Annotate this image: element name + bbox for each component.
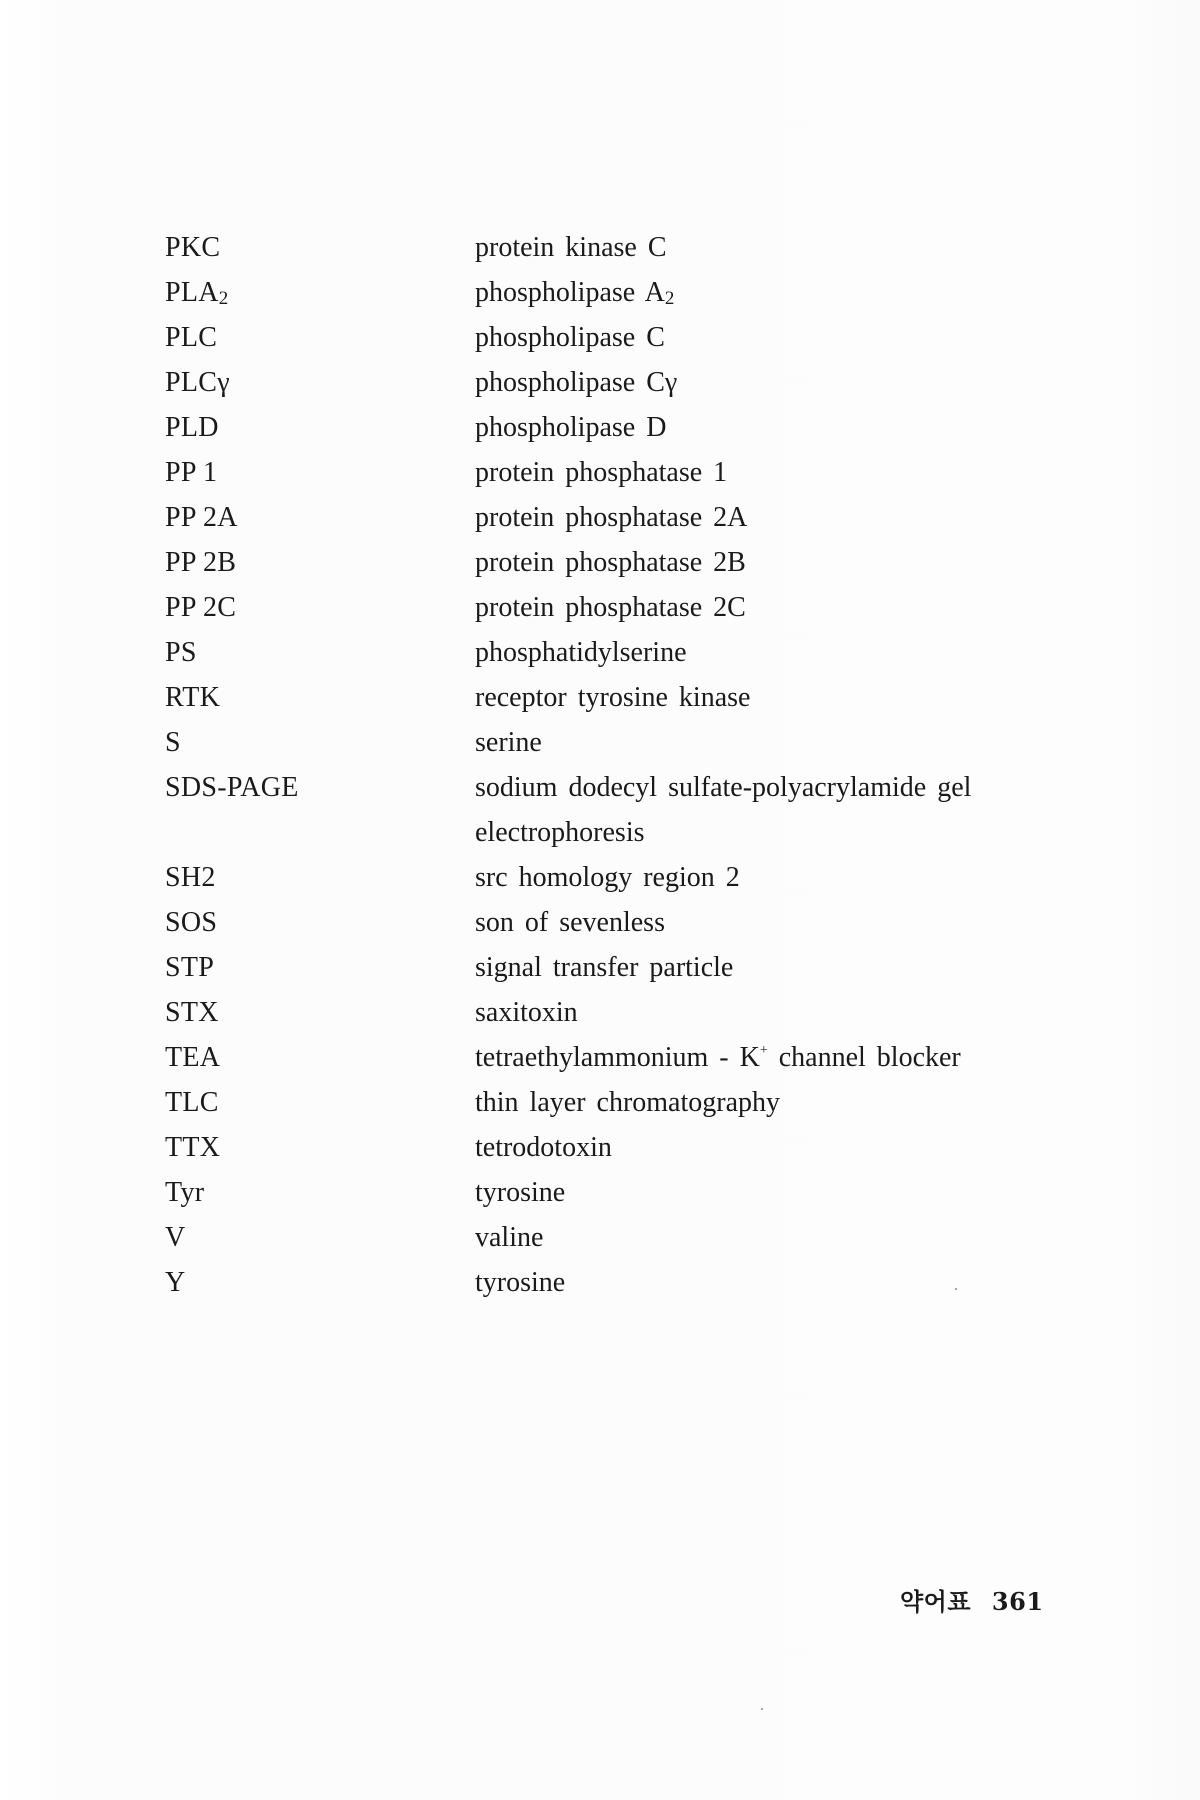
abbreviation-definition bbox=[475, 765, 1065, 855]
abbreviation-definition bbox=[475, 630, 1065, 675]
abbreviation-row bbox=[165, 720, 1065, 765]
abbreviation-term bbox=[165, 315, 475, 360]
abbreviation-row bbox=[165, 1170, 1065, 1215]
abbreviation-text: TEA bbox=[165, 1042, 221, 1073]
abbreviation-term bbox=[165, 1125, 475, 1170]
definition-text: electrophoresis bbox=[475, 817, 645, 848]
definition-text: signal transfer particle bbox=[475, 952, 734, 983]
definition-line bbox=[475, 315, 1065, 360]
abbreviation-term bbox=[165, 675, 475, 720]
abbreviation-definition bbox=[475, 900, 1065, 945]
definition-text: tyrosine bbox=[475, 1267, 566, 1298]
abbreviation-text: TTX bbox=[165, 1132, 221, 1163]
abbreviation-text: SDS-PAGE bbox=[165, 772, 299, 803]
scan-speck bbox=[955, 1288, 957, 1290]
definition-line bbox=[475, 450, 1065, 495]
scan-speck bbox=[761, 1708, 763, 1710]
definition-line bbox=[475, 225, 1065, 270]
definition-line bbox=[475, 990, 1065, 1035]
definition-line bbox=[475, 855, 1065, 900]
abbreviation-term bbox=[165, 360, 475, 405]
abbreviation-text: PP 2A bbox=[165, 502, 238, 533]
abbreviation-definition bbox=[475, 495, 1065, 540]
abbreviation-row bbox=[165, 225, 1065, 270]
abbreviation-term bbox=[165, 855, 475, 900]
footer-section-title: 약어표 bbox=[900, 1587, 972, 1616]
abbreviation-term bbox=[165, 405, 475, 450]
abbreviation-row bbox=[165, 900, 1065, 945]
abbreviation-row bbox=[165, 405, 1065, 450]
abbreviation-row bbox=[165, 315, 1065, 360]
abbreviation-term bbox=[165, 945, 475, 990]
abbreviation-term bbox=[165, 1080, 475, 1125]
definition-text: phosphatidylserine bbox=[475, 637, 687, 668]
abbreviation-definition bbox=[475, 270, 1065, 315]
abbreviation-definition bbox=[475, 990, 1065, 1035]
definition-line bbox=[475, 765, 1065, 810]
abbreviation-term bbox=[165, 585, 475, 630]
abbreviation-row bbox=[165, 945, 1065, 990]
page-number: 361 bbox=[991, 1587, 1044, 1616]
definition-text: serine bbox=[475, 727, 542, 758]
definition-text: thin layer chromatography bbox=[475, 1087, 781, 1118]
abbreviation-definition bbox=[475, 225, 1065, 270]
definition-text: phospholipase D bbox=[475, 412, 667, 443]
abbreviation-text: PKC bbox=[165, 232, 221, 263]
abbreviation-text: V bbox=[165, 1222, 186, 1253]
abbreviation-list bbox=[165, 225, 1065, 1305]
abbreviation-text: S bbox=[165, 727, 181, 758]
abbreviation-definition bbox=[475, 720, 1065, 765]
definition-line bbox=[475, 1035, 1065, 1080]
abbreviation-row bbox=[165, 270, 1065, 315]
abbreviation-definition bbox=[475, 1125, 1065, 1170]
abbreviation-text: Tyr bbox=[165, 1177, 205, 1208]
abbreviation-definition bbox=[475, 405, 1065, 450]
definition-text: protein kinase C bbox=[475, 232, 667, 263]
abbreviation-term bbox=[165, 225, 475, 270]
abbreviation-term bbox=[165, 765, 475, 810]
abbreviation-definition bbox=[475, 1170, 1065, 1215]
abbreviation-term bbox=[165, 270, 475, 315]
abbreviation-text: PLCγ bbox=[165, 367, 230, 398]
definition-text: phospholipase Cγ bbox=[475, 367, 678, 398]
definition-line bbox=[475, 1170, 1065, 1215]
abbreviation-definition bbox=[475, 540, 1065, 585]
abbreviation-row bbox=[165, 585, 1065, 630]
abbreviation-definition bbox=[475, 585, 1065, 630]
definition-text: tetrodotoxin bbox=[475, 1132, 612, 1163]
abbreviation-term bbox=[165, 990, 475, 1035]
abbreviation-row bbox=[165, 1125, 1065, 1170]
definition-text: saxitoxin bbox=[475, 997, 578, 1028]
abbreviation-term bbox=[165, 450, 475, 495]
definition-line bbox=[475, 675, 1065, 720]
definition-line bbox=[475, 585, 1065, 630]
definition-line bbox=[475, 405, 1065, 450]
abbreviation-row bbox=[165, 1035, 1065, 1080]
definition-line bbox=[475, 900, 1065, 945]
definition-line bbox=[475, 630, 1065, 675]
definition-line bbox=[475, 1260, 1065, 1305]
abbreviation-text: PLC bbox=[165, 322, 218, 353]
definition-text: receptor tyrosine kinase bbox=[475, 682, 751, 713]
abbreviation-row bbox=[165, 1215, 1065, 1260]
abbreviation-text: SOS bbox=[165, 907, 218, 938]
abbreviation-term bbox=[165, 1215, 475, 1260]
definition-text: protein phosphatase 1 bbox=[475, 457, 728, 488]
abbreviation-row bbox=[165, 765, 1065, 855]
definition-text: phospholipase A bbox=[475, 277, 665, 308]
abbreviation-text: PP 1 bbox=[165, 457, 218, 488]
abbreviation-definition bbox=[475, 945, 1065, 990]
definition-line bbox=[475, 720, 1065, 765]
definition-line bbox=[475, 945, 1065, 990]
definition-text: protein phosphatase 2C bbox=[475, 592, 746, 623]
definition-line bbox=[475, 270, 1065, 315]
definition-text: tetraethylammonium - K bbox=[475, 1042, 760, 1073]
abbreviation-text: Y bbox=[165, 1267, 186, 1298]
abbreviation-text: SH2 bbox=[165, 862, 216, 893]
definition-text: phospholipase C bbox=[475, 322, 665, 353]
abbreviation-definition bbox=[475, 315, 1065, 360]
definition-continuation: channel blocker bbox=[767, 1042, 961, 1073]
abbreviation-text: TLC bbox=[165, 1087, 219, 1118]
abbreviation-row bbox=[165, 1080, 1065, 1125]
definition-line bbox=[475, 360, 1065, 405]
abbreviation-term bbox=[165, 1260, 475, 1305]
definition-line bbox=[475, 495, 1065, 540]
abbreviation-text: PP 2B bbox=[165, 547, 237, 578]
abbreviation-term bbox=[165, 900, 475, 945]
abbreviation-definition bbox=[475, 1260, 1065, 1305]
abbreviation-row bbox=[165, 675, 1065, 720]
abbreviation-text: STP bbox=[165, 952, 215, 983]
definition-text: tyrosine bbox=[475, 1177, 566, 1208]
definition-line bbox=[475, 1215, 1065, 1260]
definition-superscript: + bbox=[759, 1043, 768, 1058]
abbreviation-definition bbox=[475, 1035, 1065, 1080]
abbreviation-row bbox=[165, 1260, 1065, 1305]
definition-text: src homology region 2 bbox=[475, 862, 740, 893]
abbreviation-term bbox=[165, 1170, 475, 1215]
abbreviation-row bbox=[165, 450, 1065, 495]
abbreviation-definition bbox=[475, 450, 1065, 495]
abbreviation-text: PS bbox=[165, 637, 197, 668]
definition-line bbox=[475, 1125, 1065, 1170]
definition-text: son of sevenless bbox=[475, 907, 665, 938]
abbreviation-row bbox=[165, 855, 1065, 900]
abbreviation-row bbox=[165, 990, 1065, 1035]
abbreviation-term bbox=[165, 630, 475, 675]
abbreviation-row bbox=[165, 495, 1065, 540]
abbreviation-subscript: 2 bbox=[218, 288, 229, 309]
abbreviation-text: PP 2C bbox=[165, 592, 237, 623]
abbreviation-term bbox=[165, 540, 475, 585]
definition-text: protein phosphatase 2A bbox=[475, 502, 748, 533]
abbreviation-text: PLD bbox=[165, 412, 219, 443]
abbreviation-row bbox=[165, 540, 1065, 585]
abbreviation-definition bbox=[475, 675, 1065, 720]
definition-line bbox=[475, 810, 1065, 855]
abbreviation-term bbox=[165, 495, 475, 540]
abbreviation-text: STX bbox=[165, 997, 219, 1028]
abbreviation-row bbox=[165, 360, 1065, 405]
page-footer bbox=[900, 1582, 1044, 1617]
definition-line bbox=[475, 1080, 1065, 1125]
abbreviation-row bbox=[165, 630, 1065, 675]
definition-text: protein phosphatase 2B bbox=[475, 547, 746, 578]
abbreviation-term bbox=[165, 720, 475, 765]
abbreviation-text: PLA bbox=[165, 277, 219, 308]
abbreviation-definition bbox=[475, 360, 1065, 405]
abbreviation-term bbox=[165, 1035, 475, 1080]
abbreviation-definition bbox=[475, 1215, 1065, 1260]
definition-text: valine bbox=[475, 1222, 544, 1253]
definition-text: sodium dodecyl sulfate-polyacrylamide gel bbox=[475, 772, 972, 803]
abbreviation-definition bbox=[475, 855, 1065, 900]
abbreviation-definition bbox=[475, 1080, 1065, 1125]
abbreviation-text: RTK bbox=[165, 682, 221, 713]
definition-subscript: 2 bbox=[664, 288, 675, 309]
definition-line bbox=[475, 540, 1065, 585]
